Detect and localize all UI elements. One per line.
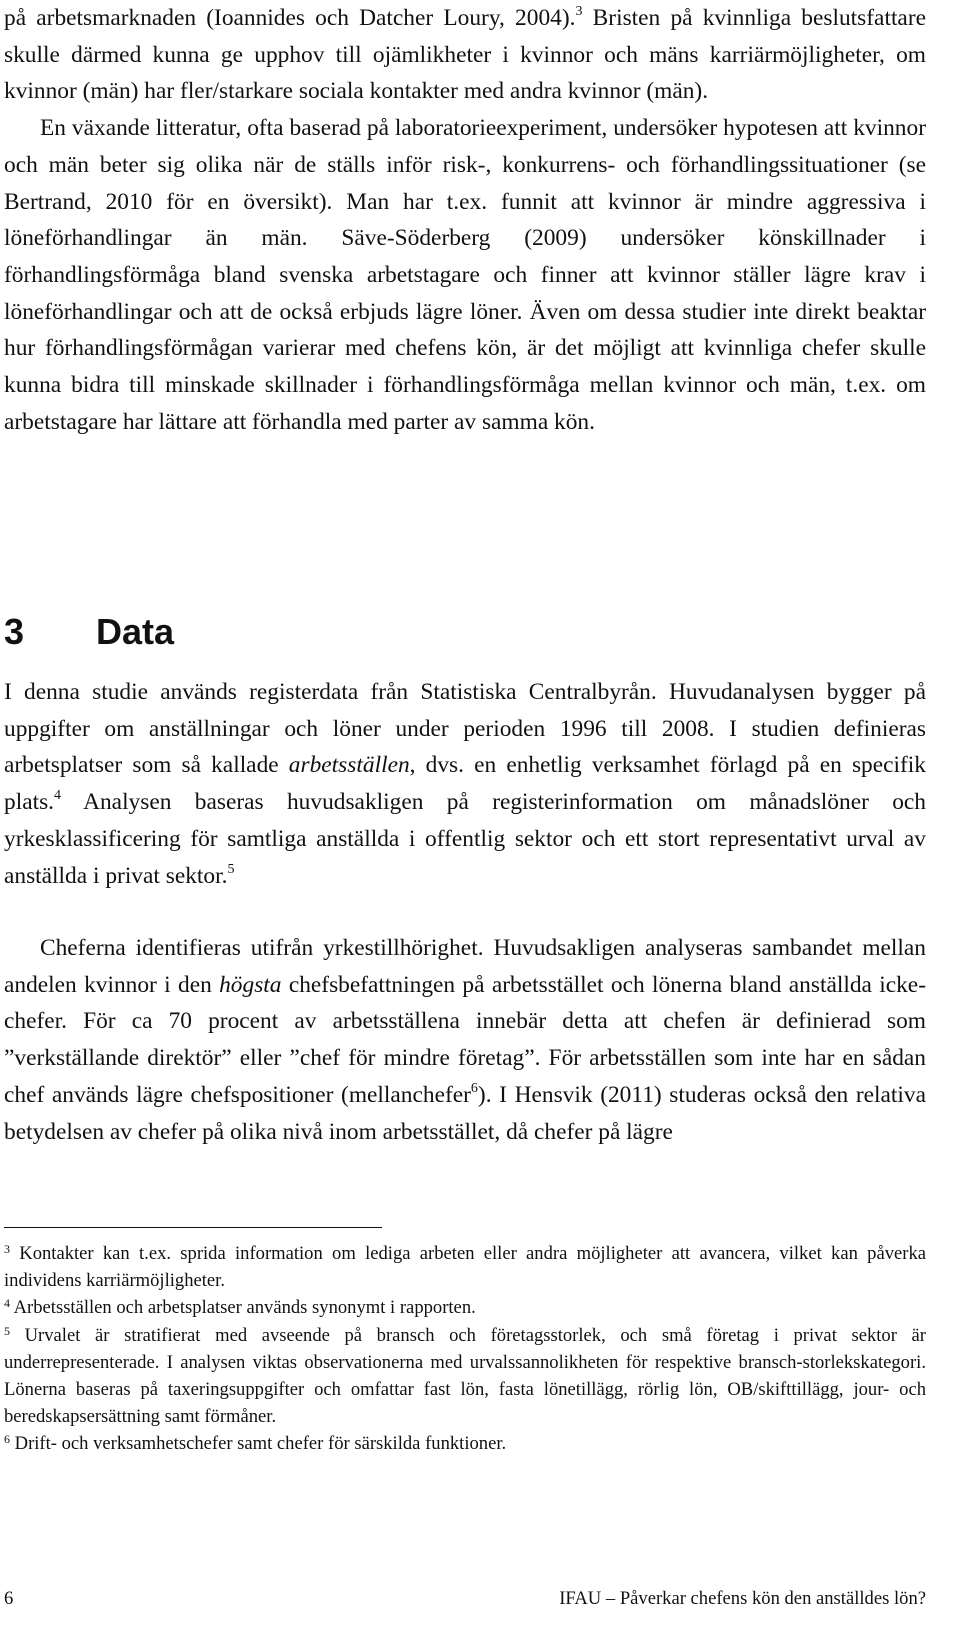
paragraph-2-text-b: , dvs. en enhetlig verksamhet förlagd på en specifik plats. <box>4 752 926 816</box>
paragraph-2 <box>4 674 926 894</box>
footnote-text: Drift- och verksamhetschefer samt chefer för särskilda funktioner. <box>10 1433 507 1455</box>
footnote-4 <box>4 1294 926 1321</box>
paragraph-3-text-a: Cheferna identifieras utifrån yrkestillhörighet. Huvudsakligen analyseras sambandet mellan andelen kvinnor i den <box>4 935 926 998</box>
footnotes <box>4 1240 926 1458</box>
paragraph-1-text-c: En växande litteratur, ofta baserad på laboratorieexperiment, undersöker hypotesen att kvinnor och män beter sig olika när de ställs inför risk-, konkurrens- och förhandlingssituationer (se Bertrand, 2010 för en översikt). Man har t.ex. funnit att kvinnor är mindre aggressiva i löneförhandlingar än män. Säve-Söderberg (2009) undersöker könskillnader i förhandlingsförmåga bland svenska arbetstagare och finner att kvinnor ställer lägre krav i löneförhandlingar och att de också erbjuds lägre löner. Även om dessa studier inte direkt beaktar hur förhandlingsförmågan varierar med chefens kön, är det möjligt att kvinnliga chefer skulle kunna bidra till minskade skillnader i förhandlingsförmåga mellan kvinnor och män, t.ex. om arbetstagare har lättare att förhandla med parter av samma kön. <box>4 115 926 435</box>
footnote-number: 6 <box>4 1432 10 1447</box>
footnote-text: Urvalet är stratifierat med avseende på bransch och företagsstorlek, och små företag i privat sektor är underrepresenterade. I analysen viktas observationerna med urvalssannolikheten för respektive bransch-storlekskategori. Lönerna baseras på taxeringsuppgifter och omfattar fast lön, fasta lönetillägg, rörlig lön, OB/skifttillägg, jour- och beredskapsersättning samt förmåner. <box>4 1324 926 1428</box>
page-number: 6 <box>4 1588 14 1609</box>
paragraph-3-text-c: ). I Hensvik (2011) studeras också den relativa betydelsen av chefer på olika nivå inom arbetsstället, då chefer på lägre <box>4 1081 926 1145</box>
paragraph-1-text-a: på arbetsmarknaden (Ioannides och Datcher Loury, 2004). <box>4 5 576 31</box>
section-title: Data <box>96 611 175 652</box>
footnote-text: Kontakter kan t.ex. sprida information om lediga arbeten eller andra möjligheter att avancera, vilket kan påverka individens karriärmöjligheter. <box>4 1243 926 1292</box>
paragraph-2-text-a: I denna studie används registerdata från Statistiska Centralbyrån. Huvudanalysen bygger på uppgifter om anställningar och löner under perioden 1996 till 2008. I studien definieras arbetsplatser som så kallade <box>4 679 926 779</box>
section-number: 3 <box>4 611 25 652</box>
paragraph-2-italic: arbetsställen <box>288 752 410 779</box>
section-heading <box>4 608 174 656</box>
footnote-number: 3 <box>4 1242 10 1256</box>
footnote-6 <box>4 1430 926 1457</box>
paragraph-1-text-b: Bristen på kvinnliga beslutsfattare skulle därmed kunna ge upphov till ojämlikheter i kvinnor och mäns karriärmöjligheter, om kvinnor (män) har fler/starkare sociala kontakter med andra kvinnor (män). <box>4 5 926 105</box>
footnote-3 <box>4 1240 926 1294</box>
paragraph-3 <box>4 930 926 1150</box>
footnote-ref-5[interactable]: 5 <box>227 861 235 877</box>
footnote-text: Arbetsställen och arbetsplatser används synonymt i rapporten. <box>10 1297 476 1319</box>
footnote-number: 5 <box>4 1323 10 1338</box>
footnote-5 <box>4 1322 926 1431</box>
paragraph-1 <box>4 0 926 440</box>
paragraph-3-text-b: chefsbefattningen på arbetsstället och lönerna bland anställda icke-chefer. För ca 70 procent av arbetsställena innebär detta att chefen är definierad som ”verkställande direktör” eller ”chef för mindre företag”. För arbetsställen som inte har en sådan chef används lägre chefspositioner (mellanchefer <box>4 971 926 1108</box>
running-title: IFAU – Påverkar chefens kön den anställdes lön? <box>559 1588 926 1609</box>
footnote-number: 4 <box>4 1296 10 1311</box>
paragraph-3-italic: högsta <box>219 971 282 998</box>
paragraph-2-text-c: Analysen baseras huvudsakligen på registerinformation om månadslöner och yrkesklassificering för samtliga anställda i offentlig sektor och ett stort representativt urval av anställda i privat sektor. <box>4 789 926 889</box>
footnote-divider <box>4 1227 382 1228</box>
footnote-ref-6[interactable]: 6 <box>470 1080 478 1096</box>
footnote-ref-3[interactable]: 3 <box>575 4 583 19</box>
footnote-ref-4[interactable]: 4 <box>54 788 62 804</box>
